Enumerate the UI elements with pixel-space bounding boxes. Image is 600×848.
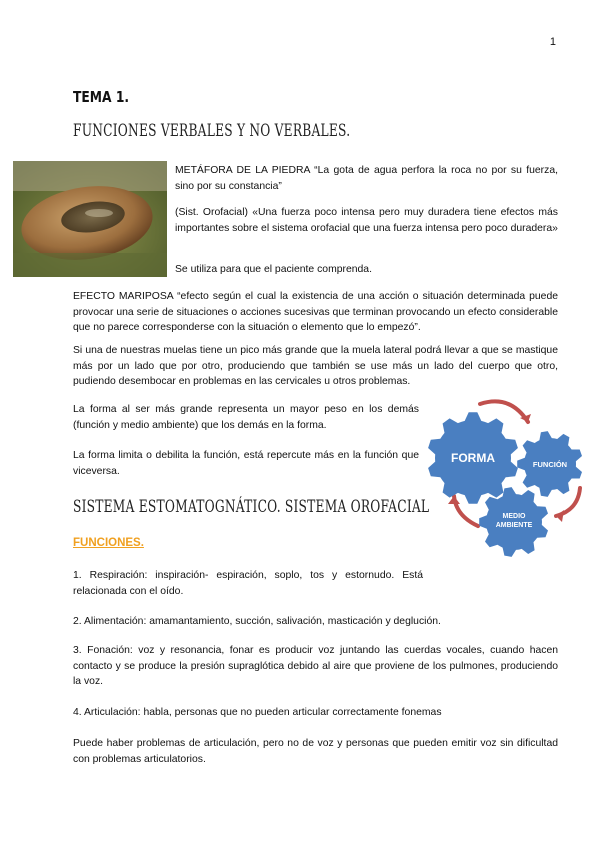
cycle-arrow-top (480, 401, 528, 422)
section-heading-funciones: FUNCIONES VERBALES Y NO VERBALES. (73, 121, 351, 141)
list-item-articulacion: 4. Articulación: habla, personas que no pueden articular correctamente fonemas (73, 707, 442, 718)
list-item-alimentacion: 2. Alimentación: amamantamiento, succión, salivación, masticación y deglución. (73, 616, 441, 627)
sist-orofacial-paragraph: (Sist. Orofacial) «Una fuerza poco intensa pero muy duradera tiene efectos más importantes sobre el sistema orofacial que una fuerza intensa pero poco duradera» (175, 207, 558, 234)
gear-label-funcion: FUNCIÓN (532, 460, 568, 469)
forma-funcion-diagram (428, 398, 588, 560)
gear-label-ambiente: AMBIENTE (495, 522, 533, 529)
section-heading-sistema: SISTEMA ESTOMATOGNÁTICO. SISTEMA OROFACIAL (73, 497, 430, 517)
gear-label-medio: MEDIO (502, 513, 526, 520)
metafora-quote: “La gota de agua perfora la roca no por su fuerza, sino por su constancia” (175, 165, 558, 192)
metafora-label: METÁFORA DE LA PIEDRA (175, 165, 310, 176)
list-item-fonacion: 3. Fonación: voz y resonancia, fonar es producir voz juntando las cuerdas vocales, cuando hacen contacto y se produce la presión supraglótica debido al aire que proviene de los pulmones, produciendo la voz. (73, 645, 558, 687)
muela-paragraph: Si una de nuestras muelas tiene un pico más grande que la muela lateral podrá llevar a que se mastique más por un lado que por otro, produciendo que también se use más un lado del cuerpo que otro, pudiendo desembocar en problemas en las cervicales u otros problemas. (73, 345, 558, 387)
gear-label-forma: FORMA (451, 451, 495, 465)
funciones-title: FUNCIONES. (73, 537, 144, 549)
metafora-paragraph (175, 163, 558, 194)
efecto-mariposa-text: “efecto según el cual la existencia de una acción o situación determinada puede provocar una serie de situaciones o acciones sucesivas que terminan provocando un efecto considerable que no parece corresponderse con la situación o elemento que lo empezó”. (73, 291, 558, 333)
stone-photo (13, 161, 167, 277)
se-utiliza-paragraph: Se utiliza para que el paciente comprenda. (175, 264, 372, 275)
forma-paragraph: La forma al ser más grande representa un mayor peso en los demás (función y medio ambiente) que los demás en la forma. (73, 404, 419, 431)
cycle-arrow-right (556, 488, 580, 516)
final-paragraph: Puede haber problemas de articulación, pero no de voz y personas que pueden emitir voz sin dificultad con problemas articulatorios. (73, 738, 558, 765)
page-number: 1 (549, 36, 556, 48)
topic-title: TEMA 1. (73, 88, 130, 106)
cycle-arrowhead-right (556, 510, 564, 522)
list-item-respiracion: 1. Respiración: inspiración- espiración, soplo, tos y estornudo. Está relacionada con el oído. (73, 570, 423, 597)
efecto-mariposa-paragraph (73, 289, 558, 336)
forma-limita-paragraph: La forma limita o debilita la función, está repercute más en la función que viceversa. (73, 450, 419, 477)
efecto-mariposa-label: EFECTO MARIPOSA (73, 291, 174, 302)
